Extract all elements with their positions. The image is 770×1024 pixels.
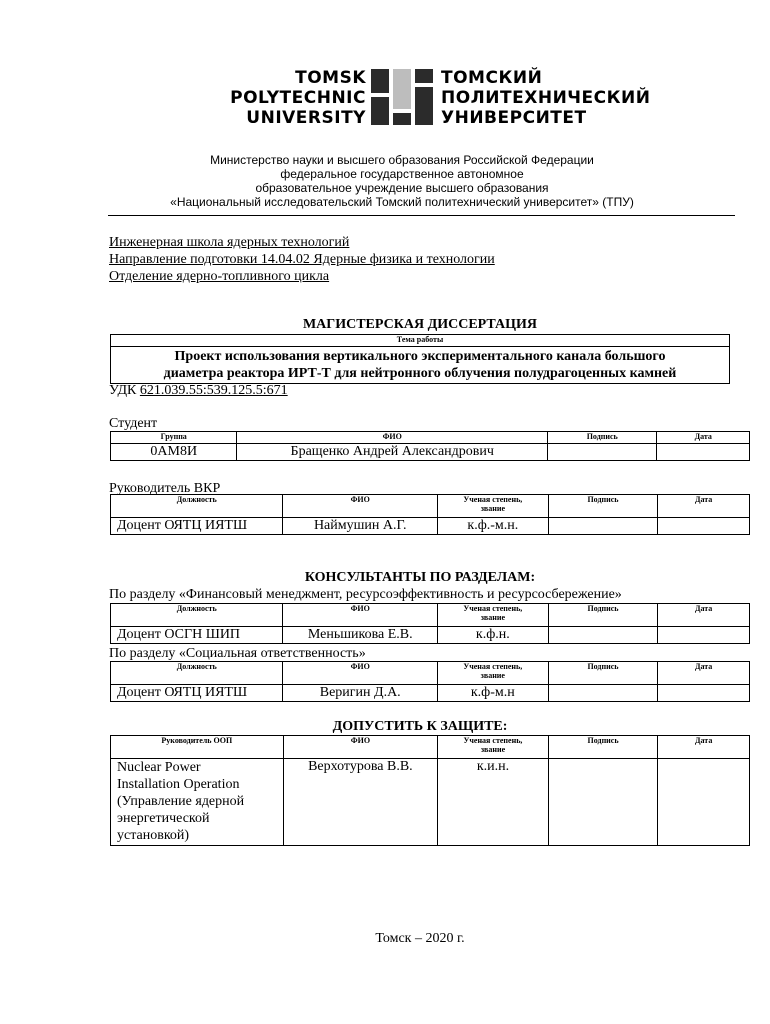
consultant-social-table <box>110 661 750 702</box>
topic-table <box>110 334 730 384</box>
supervisor-header-signature: Подпись <box>548 495 658 518</box>
consultant-finance-label: По разделу «Финансовый менеджмент, ресурсоэффективность и ресурсосбережение» <box>109 587 622 602</box>
finance-position: Доцент ОСГН ШИП <box>111 627 283 644</box>
department-name: Отделение ядерно-топливного цикла <box>109 269 330 284</box>
admit-name: Верхотурова В.В. <box>283 759 438 846</box>
supervisor-header-name: ФИО <box>283 495 438 518</box>
footer-city-year: Томск – 2020 г. <box>375 931 465 946</box>
admit-header-degree: Ученая степень, звание <box>438 736 549 759</box>
student-label: Студент <box>109 416 158 431</box>
admit-header-signature: Подпись <box>548 736 658 759</box>
social-header-degree: Ученая степень, звание <box>438 662 549 685</box>
social-degree: к.ф-м.н <box>438 685 549 702</box>
social-date <box>658 685 750 702</box>
admit-header-date: Дата <box>658 736 750 759</box>
university-logo-mark <box>371 69 433 125</box>
study-direction: Направление подготовки 14.04.02 Ядерные физика и технологии <box>109 252 495 267</box>
finance-header-name: ФИО <box>283 604 438 627</box>
student-signature <box>548 444 657 461</box>
finance-signature <box>548 627 658 644</box>
supervisor-position: Доцент ОЯТЦ ИЯТШ <box>111 518 283 535</box>
supervisor-header-date: Дата <box>658 495 750 518</box>
student-header-group: Группа <box>111 432 237 444</box>
student-header-date: Дата <box>657 432 750 444</box>
student-header-name: ФИО <box>237 432 548 444</box>
admit-title: ДОПУСТИТЬ К ЗАЩИТЕ: <box>332 719 508 734</box>
consultants-title: КОНСУЛЬТАНТЫ ПО РАЗДЕЛАМ: <box>304 570 536 585</box>
ministry-header: Министерство науки и высшего образования Российской Федерации федеральное государственное автономное образовательное учреждение высшего образования «Национальный исследовательский Томский политехнический университет» (ТПУ) <box>170 153 634 209</box>
logo-text-russian: ТОМСКИЙ ПОЛИТЕХНИЧЕСКИЙ УНИВЕРСИТЕТ <box>441 68 651 128</box>
admit-table <box>110 735 750 846</box>
consultant-finance-table <box>110 603 750 644</box>
udk-line <box>109 382 288 399</box>
logo-text-english: TOMSK POLYTECHNIC UNIVERSITY <box>230 68 366 128</box>
student-name: Бращенко Андрей Александрович <box>237 444 548 461</box>
supervisor-header-degree: Ученая степень, звание <box>438 495 549 518</box>
supervisor-table <box>110 494 750 535</box>
consultant-social-label: По разделу «Социальная ответственность» <box>109 646 366 661</box>
supervisor-name: Наймушин А.Г. <box>283 518 438 535</box>
finance-degree: к.ф.н. <box>438 627 549 644</box>
finance-date <box>658 627 750 644</box>
supervisor-label: Руководитель ВКР <box>109 481 221 496</box>
social-position: Доцент ОЯТЦ ИЯТШ <box>111 685 283 702</box>
social-header-date: Дата <box>658 662 750 685</box>
admit-date <box>658 759 750 846</box>
finance-header-position: Должность <box>111 604 283 627</box>
finance-header-date: Дата <box>658 604 750 627</box>
social-signature <box>548 685 658 702</box>
social-header-position: Должность <box>111 662 283 685</box>
social-header-name: ФИО <box>283 662 438 685</box>
admit-header-name: ФИО <box>283 736 438 759</box>
admit-position: Nuclear Power Installation Operation (Управление ядерной энергетической установкой) <box>111 759 284 846</box>
school-name: Инженерная школа ядерных технологий <box>109 235 350 250</box>
header-divider <box>108 215 735 216</box>
supervisor-degree: к.ф.-м.н. <box>438 518 549 535</box>
student-date <box>657 444 750 461</box>
admit-header-position: Руководитель ООП <box>111 736 284 759</box>
finance-name: Меньшикова Е.В. <box>283 627 438 644</box>
social-name: Веригин Д.А. <box>283 685 438 702</box>
document-title: МАГИСТЕРСКАЯ ДИССЕРТАЦИЯ <box>302 317 538 332</box>
student-table <box>110 431 750 461</box>
udk-label: УДК <box>109 383 140 398</box>
topic-header: Тема работы <box>111 335 730 347</box>
finance-header-degree: Ученая степень, звание <box>438 604 549 627</box>
supervisor-signature <box>548 518 658 535</box>
student-group: 0АМ8И <box>111 444 237 461</box>
student-header-signature: Подпись <box>548 432 657 444</box>
udk-value: 621.039.55:539.125.5:671 <box>139 383 288 398</box>
admit-signature <box>548 759 658 846</box>
topic-text: Проект использования вертикального экспериментального канала большого диаметра реактора ИРТ-Т для нейтронного облучения полудрагоценных камней <box>111 347 730 384</box>
finance-header-signature: Подпись <box>548 604 658 627</box>
supervisor-date <box>658 518 750 535</box>
admit-degree: к.и.н. <box>438 759 549 846</box>
supervisor-header-position: Должность <box>111 495 283 518</box>
social-header-signature: Подпись <box>548 662 658 685</box>
